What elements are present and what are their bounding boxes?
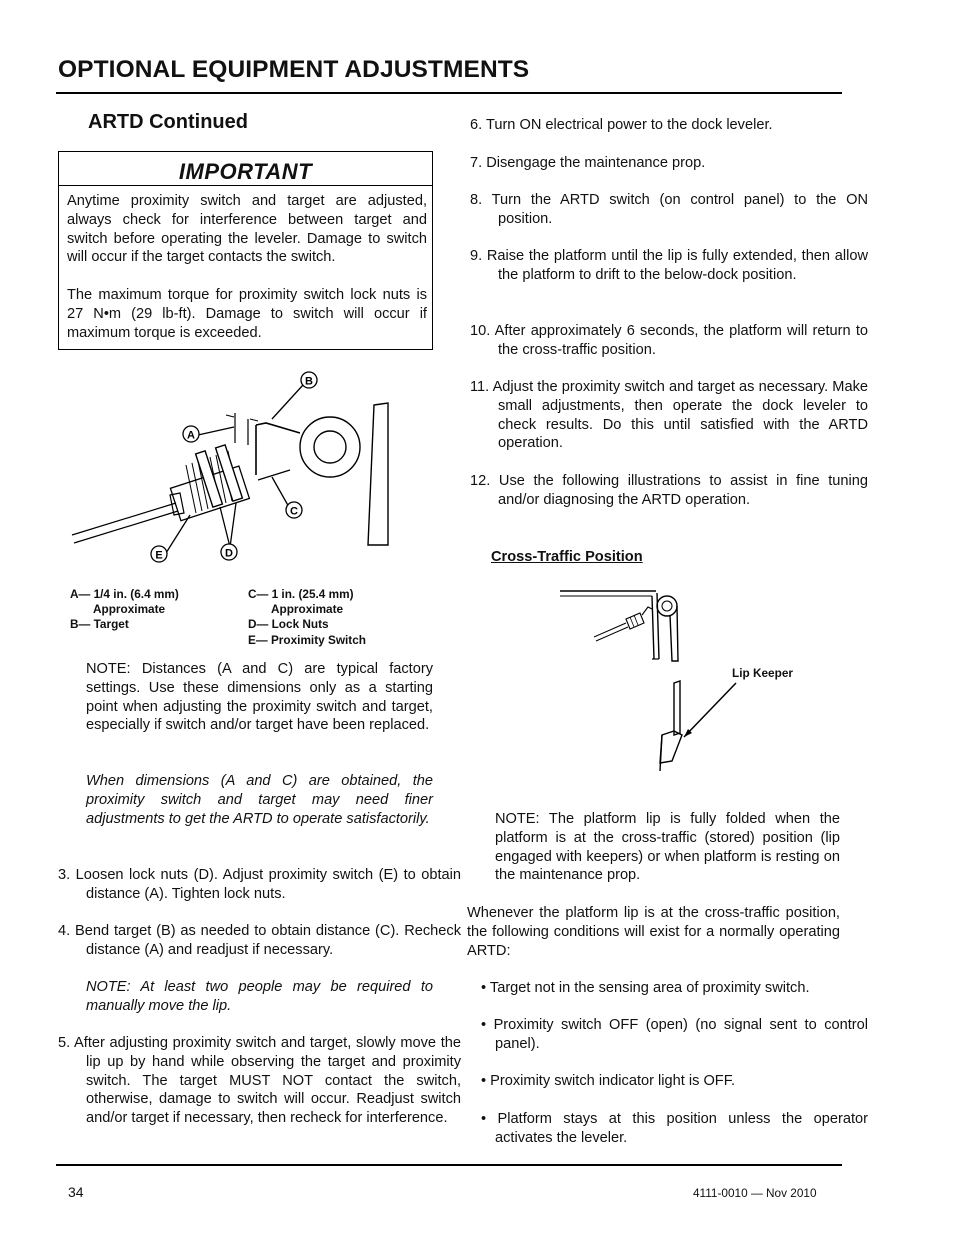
page-number: 34 — [68, 1184, 84, 1200]
callout-a-label: A — [187, 429, 195, 442]
legend-b: B— Target — [70, 617, 129, 632]
header-rule — [56, 92, 842, 94]
legend-c-line1: C— 1 in. (25.4 mm) — [248, 587, 354, 601]
document-reference: 4111-0010 — Nov 2010 — [693, 1186, 817, 1200]
section-heading: ARTD Continued — [88, 111, 248, 133]
legend-a-line2: Approximate — [93, 602, 166, 617]
legend-e: E— Proximity Switch — [248, 632, 366, 647]
step-9: 9. Raise the platform until the lip is fully extended, then allow the platform to drift to the below-dock position. — [470, 248, 868, 283]
step-12: 12. Use the following illustrations to assist in fine tuning and/or diagnosing the ARTD operation. — [470, 473, 868, 508]
footer-rule — [56, 1164, 842, 1166]
callout-d-label: D — [225, 547, 233, 560]
bullet-platform-stays: • Platform stays at this position unless the operator activates the leveler. — [481, 1111, 868, 1146]
hinge-tube — [300, 417, 360, 477]
bullet-indicator-light: • Proximity switch indicator light is OFF. — [481, 1073, 736, 1089]
legend-d: D— Lock Nuts — [248, 617, 329, 632]
step-8: 8. Turn the ARTD switch (on control panel) to the ON position. — [470, 192, 868, 227]
legend-a — [70, 587, 179, 633]
important-paragraph-2: The maximum torque for proximity switch lock nuts is 27 N•m (29 lb-ft). Damage to switch will occur if maximum torque is exceeded. — [67, 287, 427, 341]
step-5: 5. After adjusting proximity switch and target, slowly move the lip up by hand while observing the target and proximity switch. The target MUST NOT contact the switch, otherwise, damage to switch will occur. Readjust switch and/or target if necessary, then recheck for interference. — [58, 1035, 461, 1127]
proximity-switch-diagram — [58, 365, 438, 570]
step-7: 7. Disengage the maintenance prop. — [470, 155, 706, 171]
note-dimensions: When dimensions (A and C) are obtained, the proximity switch and target may need finer adjustments to get the ARTD to operate satisfactorily. — [86, 773, 433, 827]
callout-c-label: C — [290, 505, 298, 518]
figure2-caption: Cross-Traffic Position — [491, 549, 643, 565]
important-heading: IMPORTANT — [59, 152, 432, 186]
step-6: 6. Turn ON electrical power to the dock leveler. — [470, 117, 773, 133]
callout-b-label: B — [305, 375, 313, 388]
lip-keeper-label: Lip Keeper — [732, 666, 793, 680]
proximity-switch-body — [72, 445, 249, 543]
proximity-switch — [594, 607, 652, 641]
legend-c-line2: Approximate — [271, 602, 344, 617]
important-box — [58, 151, 433, 350]
important-paragraph-1: Anytime proximity switch and target are adjusted, always check for interference between target and switch before operating the leveler. Damage to switch will occur if the target contacts the switch. — [67, 193, 427, 266]
step-4: 4. Bend target (B) as needed to obtain distance (C). Recheck distance (A) and readjust if necessary. — [58, 923, 461, 958]
page-title: OPTIONAL EQUIPMENT ADJUSTMENTS — [58, 56, 530, 83]
cross-traffic-diagram — [556, 585, 806, 780]
step-3: 3. Loosen lock nuts (D). Adjust proximity switch (E) to obtain distance (A). Tighten lock nuts. — [58, 867, 461, 902]
note-distances: NOTE: Distances (A and C) are typical factory settings. Use these dimensions only as a starting point when adjusting the proximity switch and target, especially if switch and/or target have been replaced. — [86, 661, 433, 734]
cross-traffic-intro: Whenever the platform lip is at the cross-traffic position, the following conditions will exist for a normally operating ARTD: — [467, 905, 840, 959]
bullet-target: • Target not in the sensing area of proximity switch. — [481, 980, 810, 996]
step-10: 10. After approximately 6 seconds, the platform will return to the cross-traffic position. — [470, 323, 868, 358]
legend-a-line1: A— 1/4 in. (6.4 mm) — [70, 587, 179, 601]
bullet-switch-off: • Proximity switch OFF (open) (no signal sent to control panel). — [481, 1017, 868, 1052]
target-bracket — [256, 423, 300, 433]
callout-e-label: E — [155, 549, 163, 562]
lip-keeper — [660, 731, 682, 763]
note-lip-folded: NOTE: The platform lip is fully folded when the platform is at the cross-traffic (stored) position (lip engaged with keepers) or when platform is resting on the maintenance prop. — [495, 811, 840, 884]
note-two-people: NOTE: At least two people may be required to manually move the lip. — [86, 979, 433, 1014]
step-11: 11. Adjust the proximity switch and target as necessary. Make small adjustments, then operate the dock leveler to check results. Do this until satisfied with the ARTD operation. — [470, 379, 868, 452]
legend-c — [248, 587, 366, 648]
platform-lip — [670, 606, 678, 661]
